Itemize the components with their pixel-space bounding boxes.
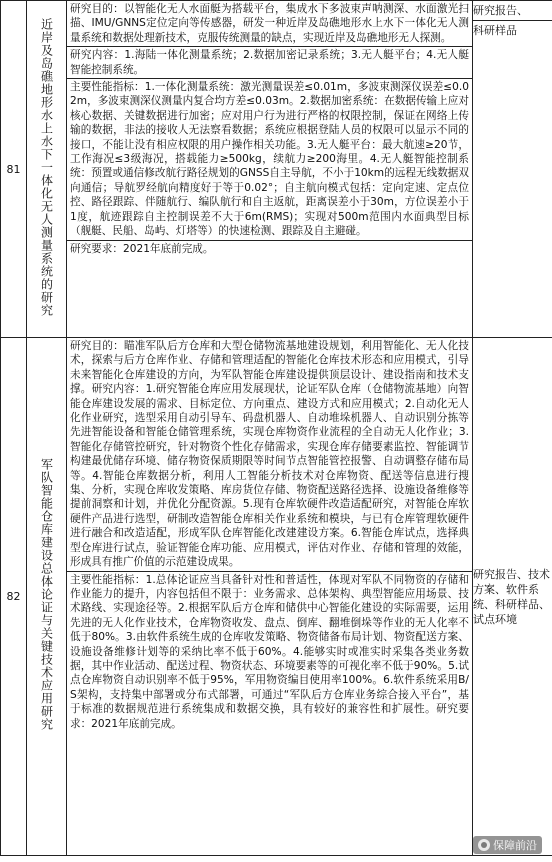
research-purpose-content: 研究目的：瞄准军队后方仓库和大型仓储物流基地建设规划，利用智能化、无人化技术，探索与后方仓库作业、存储和管理适配的智能化仓库技术形态和应用模式，引导未来智能化仓库建设的方向，为军队智能仓库建设提供顶层设计、建设指南和技术支撑。研究内容：1.研究智能仓库应用发展现状，论证军队仓库（仓储物流基地）向智能仓库建设发展的需求、目标定位、方向重点、建设方式和应用模式；2.自动化无人化作业研究，选型采用自动引导车、码盘机器人、自动堆垛机器人、自动识别分拣等先进智能设备和智能仓储管理系统，实现仓库物资作业流程的全自动无人化作业；3.智能化存储管控研究，针对物资个性化存储需求，实现仓库存储要素监控、智能调节构建最优储存环境、储存物资保质期限等时间节点智能管控报警、自动调整存储布局等。4.智能仓库数据分析，利用人工智能分析技术对仓库物资、配送等信息进行搜集、分析，实现仓库收发策略、库房货位存储、物资配送路径选择、设施设备维修等提前洞察和计划，并优化分配资源。5.现有仓库软硬件改造适配研究，对智能仓库软硬件产品进行选型，研制改造智能仓库相关作业系统和模块，与已有仓库管理软硬件进行融合和改造适配，形成军队仓库智能化改建建设方案。6.智能仓库试点，选择典型仓库进行试点，验证智能仓库功能、应用模式，评估对作业、存储和管理的效能，形成具有推广价值的示范建设成果。 — [70, 340, 469, 569]
project-description — [67, 338, 473, 856]
account-logo-icon — [478, 839, 490, 851]
row-number: 82 — [1, 338, 27, 856]
project-title: 近岸及岛礁地形水上水下一体化无人测量系统的研究 — [39, 17, 54, 317]
project-description — [67, 1, 473, 338]
row-number: 81 — [1, 1, 27, 338]
research-requirement: 研究要求：2021年底前完成。 — [67, 240, 472, 257]
project-title-cell — [27, 1, 67, 338]
project-title: 军队智能仓库建设总体论证与关键技术应用研究 — [39, 458, 54, 731]
deliverable-item: 研究报告、 — [473, 4, 528, 17]
project-title-cell — [27, 338, 67, 856]
performance-indicators: 主要性能指标：1.总体论证应当具备针对性和普适性，体现对军队不同物资的存储和作业能力的提升，内容包括但不限于：业务需求、总体架构、典型智能应用场景、技术路线、实现途径等。2.根据军队后方仓库和储供中心智能化建设的实际需要，运用先进的无人化作业技术，仓库物资收发、盘点、倒库、翻堆倒垛等作业的无人化率不低于80%。3.由软件系统生成的仓库收发策略、物资储备布局计划、物资配送方案、设施设备维修计划等的采纳比率不低于60%。4.能够实时或准实时采集各类业务数据，其中作业活动、配送过程、物资状态、环境要素等的可视化率不低于90%。5.试点仓库物资自动识别率不低于95%，军用物资编目使用率100%。6.软件系统采用B/S架构，支持集中部署或分布式部署，可通过“军队后方仓库业务综合接入平台”，基于标准的数据规范进行系统集成和数据交换，具有较好的兼容性和扩展性。研究要求：2021年底前完成。 — [67, 571, 472, 732]
research-purpose: 研究目的：以智能化无人水面艇为搭载平台，集成水下多波束声呐测深、水面激光扫描、IMU/GNNS定位定向等传感器，研发一种近岸及岛礁地形水上水下一体化无人测量系统和数据处理新技术，克服传统测量的缺点，实现近岸及岛礁地形无人探测。 — [70, 3, 469, 44]
table-row — [1, 338, 552, 856]
table-row — [1, 1, 552, 338]
deliverables — [473, 1, 552, 338]
watermark — [473, 836, 542, 854]
research-content: 研究内容：1.海陆一体化测量系统；2.数据加密记录系统；3.无人艇平台；4.无人艇智能控制系统。 — [67, 46, 472, 78]
deliverables — [473, 338, 552, 856]
performance-indicators: 主要性能指标：1.一体化测量系统：激光测量误差≤0.01m，多波束测深仪误差≤0.02m，多波束测深仪测量内复合均方差≤0.03m。2.数据加密系统：在数据传输上应对核心数据、关键数据进行加密；应对用户行为进行严格的权限控制，保证在网络上传输的数据，非法的接收人无法察看数据；系统应根据登陆人员的权限可以显示不同的接口，不能让没有相应权限的用户操作相关功能。3.无人艇平台：最大航速≥20节，工作海况≤3级海况，搭载能力≥500kg，续航力≥200海里。4.无人艇智能控制系统：预置或通信修改航行路径规划的GNSS自主导航，不小于10km的远程无线数据双向通信；导航罗经航向精度好于等于0.02°；自主航向模式包括：定向定速、定点位控、路径跟踪、伴随航行、编队航行和自主返航，距离误差小于30m，方位误差小于1度，航迹跟踪自主控制误差不大于6m(RMS)；实现对500m范围内水面典型目标（舰艇、民船、岛屿、灯塔等）的快速检测、跟踪及自主避碰。 — [67, 78, 472, 239]
deliverable-item: 研究报告、技术方案、软件系统、科研样品、试点环境 — [473, 567, 550, 626]
watermark-text: 保障前沿 — [493, 839, 537, 852]
deliverable-item: 科研样品 — [473, 20, 552, 40]
